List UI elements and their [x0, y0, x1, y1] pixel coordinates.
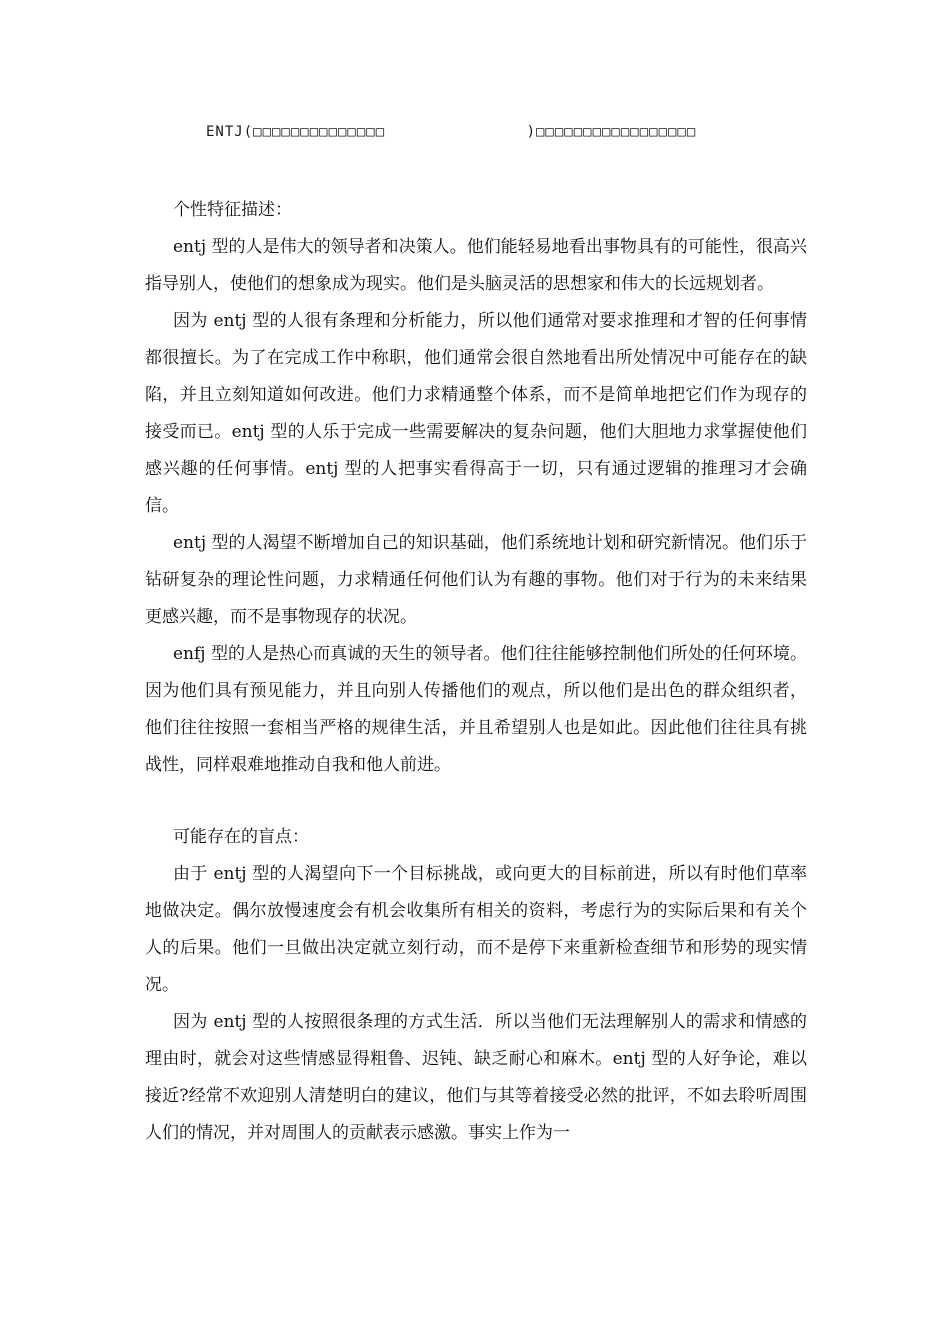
paragraph: entj 型的人是伟大的领导者和决策人。他们能轻易地看出事物具有的可能性，很高兴指导别人，使他们的想象成为现实。他们是头脑灵活的思想家和伟大的长远规划者。	[145, 237, 807, 294]
document-body	[145, 192, 807, 1152]
section-heading: 个性特征描述：	[173, 200, 292, 220]
paragraph: enfj 型的人是热心而真诚的天生的领导者。他们往往能够控制他们所处的任何环境。因为他们具有预见能力，并且向别人传播他们的观点，所以他们是出色的群众组织者，他们往往按照一套相当严格的规律生活，并且希望别人也是如此。因此他们往往具有挑战性，同样艰难地推动自我和他人前进。	[145, 644, 807, 775]
section-spacer	[145, 784, 807, 819]
blind-spots-section	[145, 819, 807, 1152]
paragraph: 因为 entj 型的人很有条理和分析能力，所以他们通常对要求推理和才智的任何事情都很擅长。为了在完成工作中称职，他们通常会很自然地看出所处情况中可能存在的缺陷，并且立刻知道如何改进。他们力求精通整个体系，而不是简单地把它们作为现存的接受而已。entj 型的人乐于完成一些需要解决的复杂问题，他们大胆地力求掌握使他们感兴趣的任何事情。entj 型的人把事实看得高于一切，只有通过逻辑的推理习才会确信。	[145, 311, 807, 516]
personality-traits-section	[145, 192, 807, 784]
document-title: ENTJ(□□□□□□□□□□□□□□ )□□□□□□□□□□□□□□□□□	[206, 124, 697, 140]
paragraph: 由于 entj 型的人渴望向下一个目标挑战，或向更大的目标前进，所以有时他们草率地做决定。偶尔放慢速度会有机会收集所有相关的资料，考虑行为的实际后果和有关个人的后果。他们一旦做出决定就立刻行动，而不是停下来重新检查细节和形势的现实情况。	[145, 864, 807, 995]
section-heading: 可能存在的盲点：	[173, 827, 309, 847]
paragraph: entj 型的人渴望不断增加自己的知识基础，他们系统地计划和研究新情况。他们乐于钻研复杂的理论性问题，力求精通任何他们认为有趣的事物。他们对于行为的未来结果更感兴趣，而不是事物现存的状况。	[145, 533, 807, 627]
paragraph: 因为 entj 型的人按照很条理的方式生活．所以当他们无法理解别人的需求和情感的理由时，就会对这些情感显得粗鲁、迟钝、缺乏耐心和麻木。entj 型的人好争论，难以接近?经常不欢迎别人清楚明白的建议，他们与其等着接受必然的批评，不如去聆听周围人们的情况，并对周围人的贡献表示感激。事实上作为一	[145, 1012, 807, 1143]
